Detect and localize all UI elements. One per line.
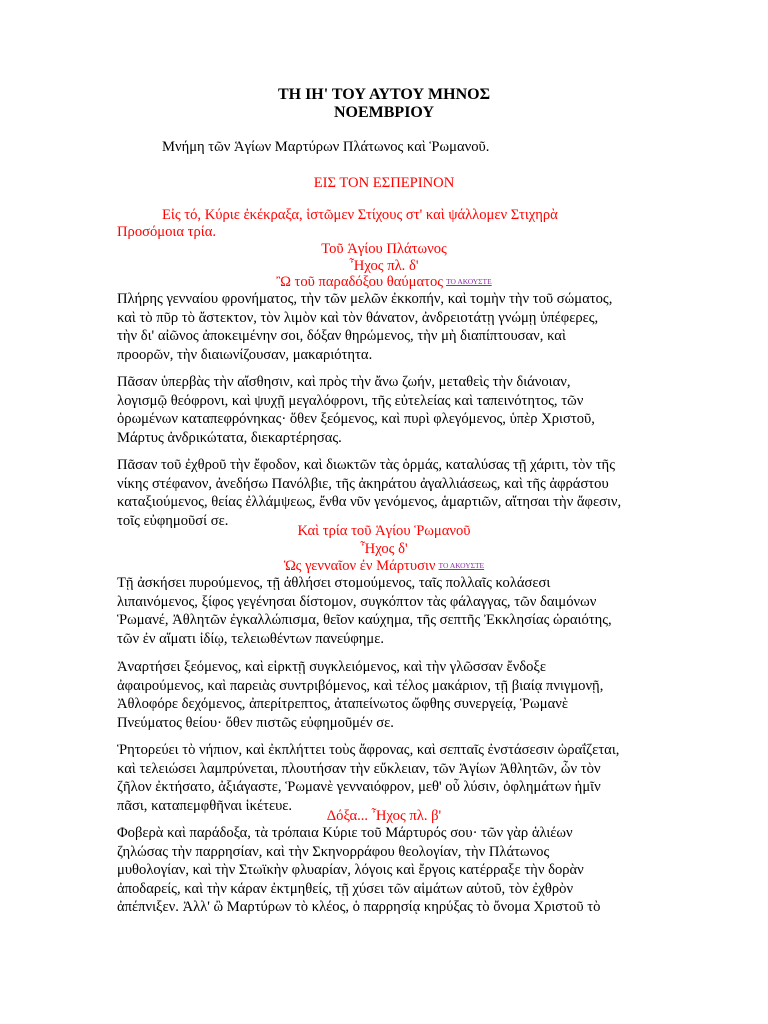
group1-heading: Τοῦ Ἁγίου Πλάτωνος bbox=[321, 241, 447, 257]
group1-hymn-3: Πᾶσαν τοῦ ἐχθροῦ τὴν ἔφοδον, καὶ διωκτῶν τὰς ὁρμάς, καταλύσας τῇ χάριτι, τὸν τῆς νίκης στέφανον, ἀνεδήσω Πανόλβιε, τῆς ἀκηράτου ἀγαλλιάσεως, καὶ τῆς ἀφράστου καταξιούμενος, θείας ἐλλάμψεως, ἔνθα νῦν γενόμενος, ἁμαρτιῶν, αἴτησαι τὴν ἄφεσιν, τοῖς εὐφημοῦσί σε. bbox=[117, 457, 622, 529]
title-line-2: ΝΟΕΜΒΡΙΟΥ bbox=[333, 104, 435, 121]
group2-hymn-1: Τῇ ἀσκήσει πυρούμενος, τῇ ἀθλήσει στομούμενος, ταῖς πολλαῖς κολάσεσι λιπαινόμενος, ξίφος γεγένησαι δίστομον, συγκόπτον τὰς φάλαγγας, τῶν δαιμόνων Ῥωμανέ, Ἀθλητῶν ἐγκαλλώπισμα, θεῖον καύχημα, τῆς σεπτῆς Ἐκκλησίας ὡραιότης, τῶν ἐν αἵματι ἰδίῳ, τελειωθέντων πανεύφημε. bbox=[117, 575, 612, 647]
group2-listen-link[interactable]: ΤΟ ΑΚΟΥΣΤΕ bbox=[438, 561, 485, 570]
rubric-line-2: Προσόμοια τρία. bbox=[117, 224, 216, 240]
group2-model bbox=[0, 557, 768, 575]
group2-model-text: Ὡς γενναῖον ἐν Μάρτυσιν bbox=[283, 558, 436, 574]
group1-model-text: Ὢ τοῦ παραδόξου θαύματος bbox=[276, 274, 444, 290]
group1-hymn-2: Πᾶσαν ὑπερβὰς τὴν αἴσθησιν, καὶ πρὸς τὴν ἄνω ζωήν, μεταθεὶς τὴν διάνοιαν, λογισμῷ θεόφρονι, καὶ ψυχῇ μεγαλόφρονι, τῆς εὐτελείας καὶ ταπεινότητος, τῶν ὁρωμένων καταπεφρόνηκας· ὅθεν ξεόμενος, καὶ πυρὶ φλεγόμενος, ὑπὲρ Χριστοῦ, Μάρτυς ἀνδρικώτατα, διεκαρτέρησας. bbox=[117, 374, 595, 446]
group2-tone: Ἦχος δ' bbox=[360, 541, 408, 557]
group1-tone: Ἦχος πλ. δ' bbox=[349, 258, 419, 274]
group2-hymn-2: Ἀναρτήσει ξεόμενος, καὶ εἱρκτῇ συγκλειόμενος, καὶ τὴν γλῶσσαν ἔνδοξε ἀφαιρούμενος, καὶ παρειὰς συντριβόμενος, καὶ τέλος μακάριον, τῇ βιαίᾳ πνιγμονῇ, Ἀθλοφόρε δεχόμενος, ἀπερίτρεπτος, ἀταπείνωτος ὤφθης συνεργείᾳ, Ῥωμανὲ Πνεύματος θείου· ὅθεν πιστῶς εὐφημοῦμέν σε. bbox=[117, 659, 604, 731]
title-line-1: ΤΗ ΙΗ' ΤΟΥ ΑΥΤΟΥ ΜΗΝΟΣ bbox=[277, 86, 491, 103]
group1-model bbox=[0, 273, 768, 291]
group2-heading: Καὶ τρία τοῦ Ἁγίου Ῥωμανοῦ bbox=[297, 523, 471, 539]
group1-listen-link[interactable]: ΤΟ ΑΚΟΥΣΤΕ bbox=[446, 277, 492, 286]
section-title: ΕΙΣ ΤΟΝ ΕΣΠΕΡΙΝΟΝ bbox=[313, 175, 455, 191]
group1-hymn-1: Πλήρης γενναίου φρονήματος, τὴν τῶν μελῶν ἐκκοπήν, καὶ τομὴν τὴν τοῦ σώματος, καὶ τὸ πῦρ τὸ ἄστεκτον, τὸν λιμὸν καὶ τὸν θάνατον, ἀνδρειοτάτῃ γνώμῃ ὑπέφερες, τὴν δι' αἰῶνος ἀποκειμένην σοι, δόξαν θηρώμενος, τὴν μὴ διαπίπτουσαν, καὶ προορῶν, τὴν διαιωνίζουσαν, μακαριότητα. bbox=[117, 291, 613, 363]
rubric-line-1: Εἰς τό, Κύριε ἐκέκραξα, ἱστῶμεν Στίχους στ' καὶ ψάλλομεν Στιχηρὰ bbox=[162, 207, 558, 223]
doxa-text: Φοβερὰ καὶ παράδοξα, τὰ τρόπαια Κύριε τοῦ Μάρτυρός σου· τῶν γὰρ ἁλιέων ζηλώσας τὴν παρρησίαν, καὶ τὴν Σκηνορράφου θεολογίαν, τὴν Πλάτωνος μυθολογίαν, καὶ τὴν Στωϊκὴν φλυαρίαν, λόγοις καὶ ἔργοις κατέρραξε τὴν δορὰν ἀποδαρείς, καὶ τὴν κάραν ἐκτμηθείς, τῇ χύσει τῶν αἱμάτων αὐτοῦ, τὸν ἐχθρὸν ἀπέπνιξεν. Ἀλλ' ὢ Μαρτύρων τὸ κλέος, ὁ παρρησίᾳ κηρύξας τὸ ὄνομα Χριστοῦ τὸ bbox=[117, 825, 601, 916]
group2-hymn-3: Ῥητορεύει τὸ νήπιον, καὶ ἐκπλήττει τοὺς ἄφρονας, καὶ σεπταῖς ἐνστάσεσιν ὡραΐζεται, καὶ τελειώσει λαμπρύνεται, πλουτήσαν τὴν εὔκλειαν, τῶν Ἁγίων Ἀθλητῶν, ὧν τὸν ζῆλον ἐκτήσατο, ἀξιάγαστε, Ῥωμανὲ γενναιόφρον, μεθ' οὗ λύσιν, ὀφλημάτων ἡμῖν πᾶσι, καταπεμφθῆναι ἱκέτευε. bbox=[117, 742, 620, 814]
memory-line: Μνήμη τῶν Ἁγίων Μαρτύρων Πλάτωνος καὶ Ῥωμανοῦ. bbox=[162, 139, 490, 155]
doxa-heading: Δόξα... Ἦχος πλ. β' bbox=[326, 808, 442, 824]
